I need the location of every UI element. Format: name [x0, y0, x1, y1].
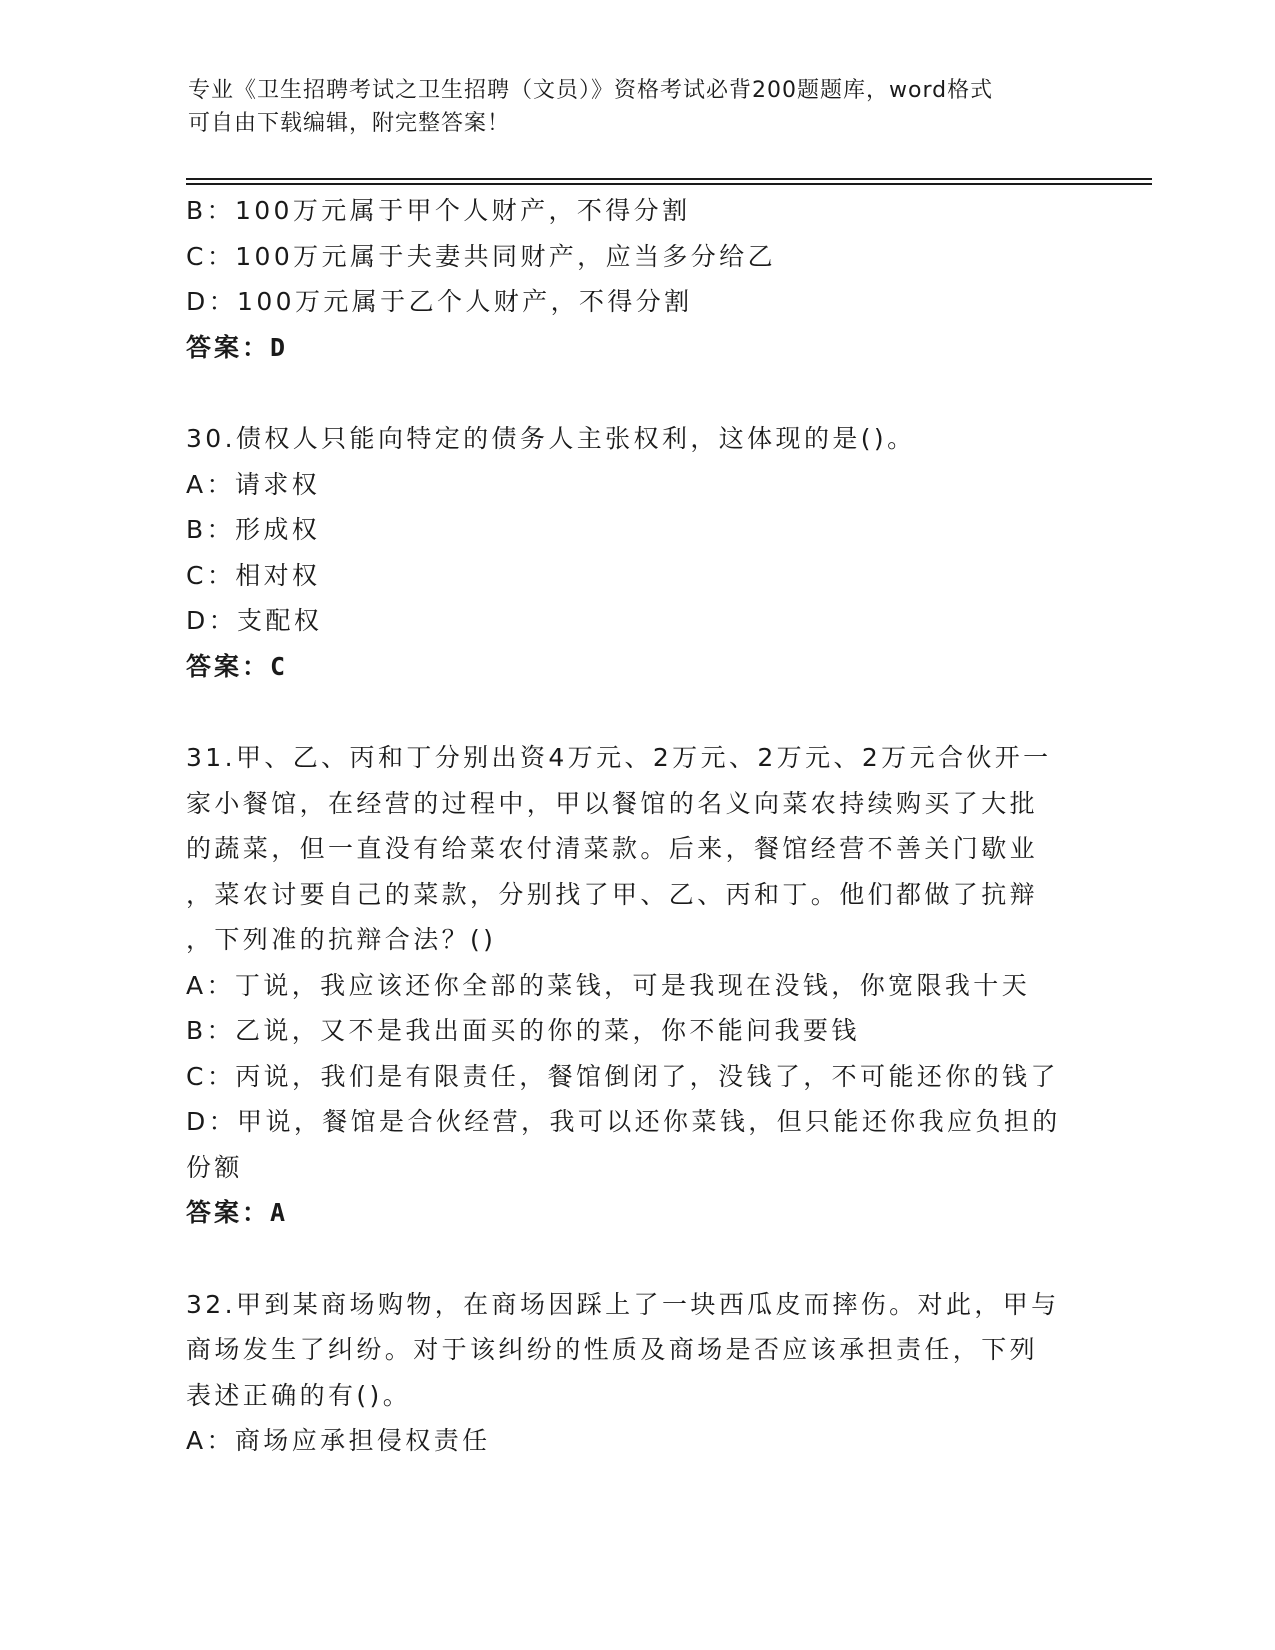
question-spacer: [186, 370, 1086, 416]
option-a: A：商场应承担侵权责任: [186, 1426, 491, 1455]
option-d-continuation: 份额: [186, 1152, 243, 1182]
question-stem-line: 家小餐馆，在经营的过程中，甲以餐馆的名义向菜农持续购买了大批: [186, 788, 1039, 818]
option-c: C：100万元属于夫妻共同财产，应当多分给乙: [186, 241, 776, 271]
answer-label: 答案：: [186, 651, 271, 681]
option-a: A：丁说，我应该还你全部的菜钱，可是我现在没钱，你宽限我十天: [186, 970, 1031, 1000]
option-b: B：100万元属于甲个人财产，不得分割: [186, 196, 691, 225]
question-stem-line: 表述正确的有()。: [186, 1380, 412, 1410]
answer-line: [186, 325, 1086, 371]
header-title-line-2: 可自由下载编辑，附完整答案！: [188, 111, 511, 136]
question-stem: 30.债权人只能向特定的债务人主张权利，这体现的是()。: [186, 424, 916, 453]
question-stem-line: 商场发生了纠纷。对于该纠纷的性质及商场是否应该承担责任，下列: [186, 1335, 1039, 1364]
answer-line: [186, 1190, 1086, 1236]
option-d: D：100万元属于乙个人财产，不得分割: [186, 287, 693, 316]
answer-value: C: [270, 651, 289, 681]
option-a: A：请求权: [186, 469, 321, 499]
question-stem-line: ，下列准的抗辩合法？(): [186, 925, 497, 954]
document-header: [188, 74, 1088, 140]
question-31: [186, 735, 1086, 1236]
option-d: D：支配权: [186, 606, 323, 635]
question-stem-line: 31.甲、乙、丙和丁分别出资4万元、2万元、2万元、2万元合伙开一: [186, 743, 1052, 772]
option-b: B：形成权: [186, 515, 321, 544]
answer-label: 答案：: [186, 1198, 271, 1227]
question-29-continuation: [186, 188, 1086, 370]
answer-value: A: [270, 1198, 289, 1227]
option-b: B：乙说，又不是我出面买的你的菜，你不能问我要钱: [186, 1016, 860, 1045]
question-stem-line: ，菜农讨要自己的菜款，分别找了甲、乙、丙和丁。他们都做了抗辩: [186, 879, 1039, 909]
answer-line: [186, 644, 1086, 690]
answer-label: 答案：: [186, 332, 271, 362]
option-d: D：甲说，餐馆是合伙经营，我可以还你菜钱，但只能还你我应负担的: [186, 1107, 1061, 1136]
answer-value: D: [270, 332, 289, 362]
question-30: [186, 416, 1086, 689]
question-32: [186, 1282, 1086, 1464]
header-divider-top: [186, 178, 1152, 180]
question-stem-line: 32.甲到某商场购物，在商场因踩上了一块西瓜皮而摔伤。对此，甲与: [186, 1289, 1060, 1319]
question-content: [186, 188, 1086, 1464]
header-title-line-1: 专业《卫生招聘考试之卫生招聘（文员）》资格考试必背200题题库，word格式: [188, 78, 994, 103]
question-spacer: [186, 1236, 1086, 1282]
question-stem-line: 的蔬菜，但一直没有给菜农付清菜款。后来，餐馆经营不善关门歇业: [186, 834, 1039, 863]
question-spacer: [186, 689, 1086, 735]
option-c: C：相对权: [186, 560, 321, 590]
header-divider-bottom: [186, 183, 1152, 185]
option-c: C：丙说，我们是有限责任，餐馆倒闭了，没钱了，不可能还你的钱了: [186, 1061, 1059, 1091]
